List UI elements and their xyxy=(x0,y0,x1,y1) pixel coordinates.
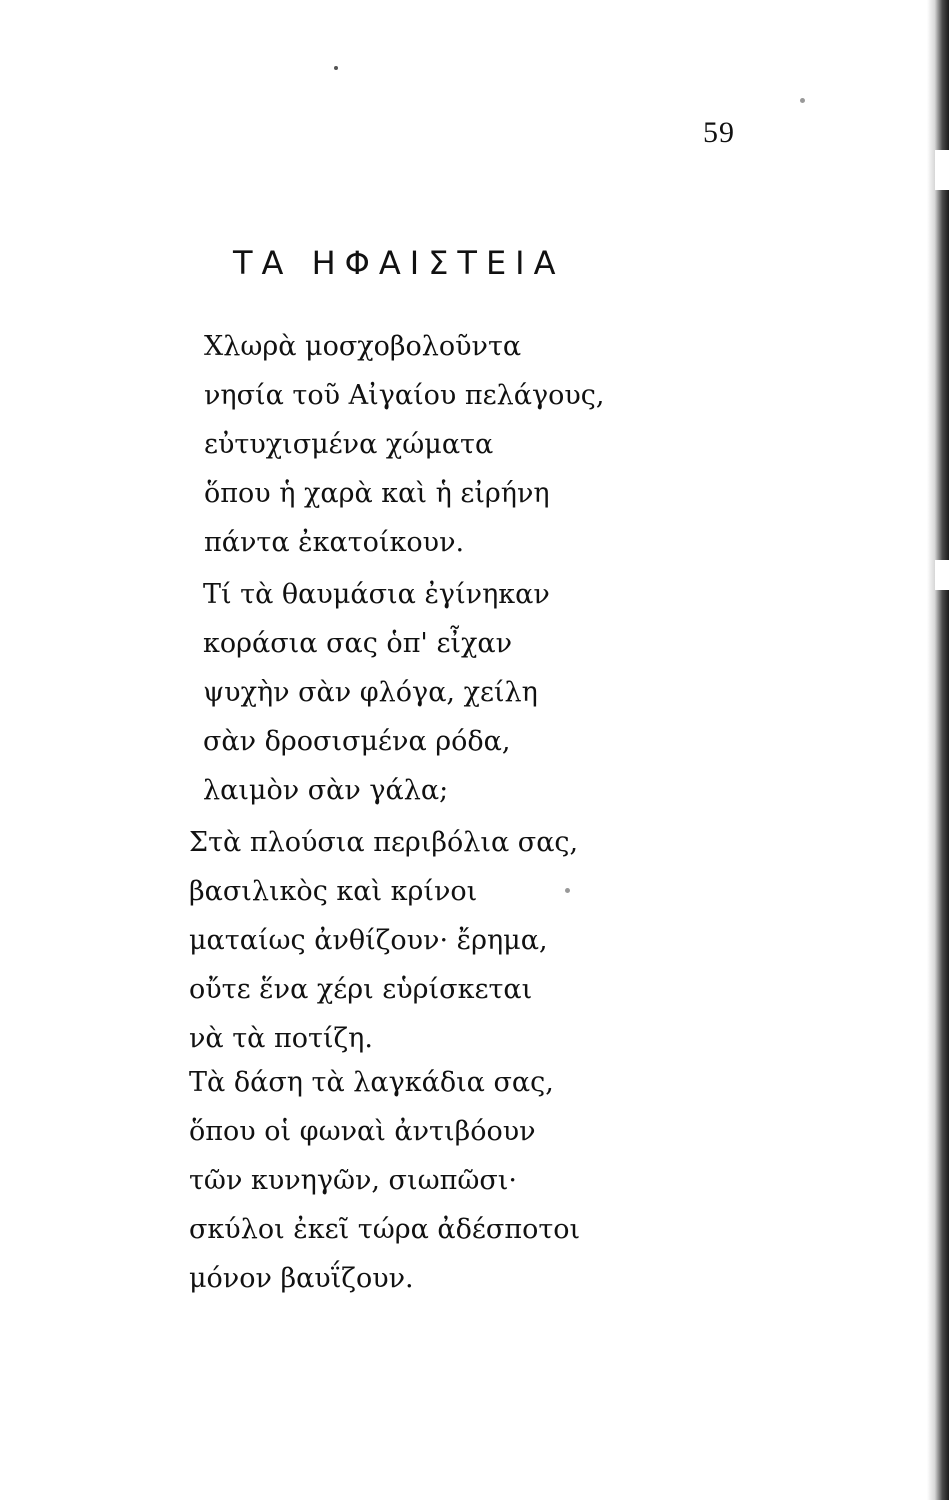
verse-line: ματαίως ἀνθίζουν· ἔρημα, xyxy=(189,925,548,956)
verse-line: Τὰ δάση τὰ λαγκάδια σας, xyxy=(189,1067,554,1098)
verse-line: νὰ τὰ ποτίζη. xyxy=(189,1023,373,1054)
verse-line: εὐτυχισμένα χώματα xyxy=(204,429,494,460)
verse-line: λαιμὸν σὰν γάλα; xyxy=(203,775,449,806)
verse-line: Τί τὰ θαυμάσια ἐγίνηκαν xyxy=(203,579,550,610)
stanza-1 xyxy=(204,322,605,567)
verse-line: Στὰ πλούσια περιβόλια σας, xyxy=(189,827,579,858)
verse-line: πάντα ἐκατοίκουν. xyxy=(204,527,465,558)
poem-title: ΤΑ ΗΦΑΙΣΤΕΙΑ xyxy=(233,244,565,282)
binding-edge xyxy=(927,0,949,1500)
paper-speck xyxy=(800,98,805,103)
edge-notch xyxy=(935,560,949,590)
verse-line: οὔτε ἕνα χέρι εὑρίσκεται xyxy=(189,974,533,1005)
verse-line: μόνον βαυΐζουν. xyxy=(189,1263,414,1294)
verse-line: ψυχὴν σὰν φλόγα, χείλη xyxy=(203,677,538,708)
page-number: 59 xyxy=(703,116,735,149)
verse-line: ὅπου ἡ χαρὰ καὶ ἡ εἰρήνη xyxy=(204,478,550,509)
verse-line: ὅπου οἱ φωναὶ ἀντιβόουν xyxy=(189,1116,536,1147)
verse-line: τῶν κυνηγῶν, σιωπῶσι· xyxy=(189,1165,517,1196)
edge-notch xyxy=(935,150,949,190)
stanza-4 xyxy=(189,1058,580,1303)
verse-line: σὰν δροσισμένα ρόδα, xyxy=(203,726,511,757)
verse-line: σκύλοι ἐκεῖ τώρα ἀδέσποτοι xyxy=(189,1214,581,1245)
paper-speck xyxy=(334,66,338,70)
verse-line: Χλωρὰ μοσχοβολοῦντα xyxy=(204,331,522,362)
verse-line: βασιλικὸς καὶ κρίνοι xyxy=(189,876,478,907)
verse-line: νησία τοῦ Αἰγαίου πελάγους, xyxy=(204,380,605,411)
stanza-2 xyxy=(203,570,550,815)
stanza-3 xyxy=(189,818,578,1063)
verse-line: κοράσια σας ὁπ' εἶχαν xyxy=(203,628,513,659)
